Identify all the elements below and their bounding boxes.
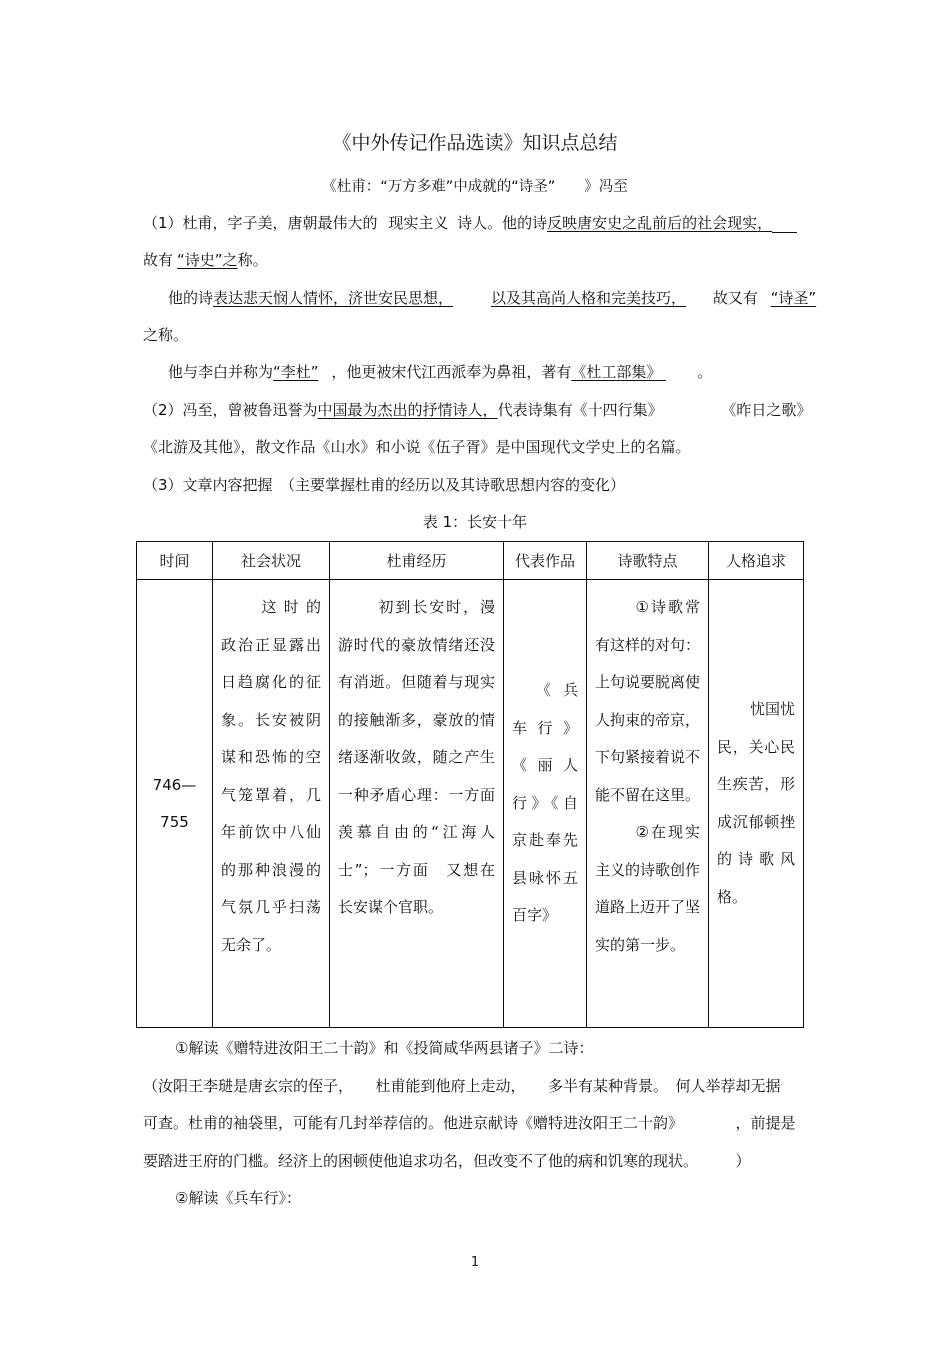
para-5: （3）文章内容把握 （主要掌握杜甫的经历以及其诗歌思想内容的变化） <box>143 476 626 494</box>
document-subtitle: 《杜甫：“万方多难”中成就的“诗圣” 》冯至 <box>322 179 628 195</box>
cell-social: 这时的政治正显露出日趋腐化的征象。长安被阴谋和恐怖的空气笼罩着，几年前饮中八仙的那种浪漫的气氛几乎扫荡无余了。 <box>213 580 330 1028</box>
para-1-shishi: “诗史”之 <box>177 251 238 269</box>
para-3-intro: 他与李白并称为 <box>168 363 274 381</box>
para-1-intro: （1）杜甫，字子美，唐朝最伟大的 <box>143 214 378 232</box>
para-4-underlined: 中国最为杰出的抒情诗人， <box>317 401 498 419</box>
header-social: 社会状况 <box>213 542 330 580</box>
para-1-prefix: 故有 <box>143 251 174 269</box>
para-7-line-2: 可查。杜甫的袖袋里，可能有几封举荐信的。他进京献诗《赠特进汝阳王二十韵》 ，前提是 <box>143 1114 796 1132</box>
cell-works: 《兵车行》《丽人行》《自京赴奉先县咏怀五百字》 <box>504 580 587 1028</box>
header-pursuit: 人格追求 <box>709 542 804 580</box>
para-4-intro: （2）冯至，曾被鲁迅誉为 <box>143 401 318 419</box>
para-1-underlined: 反映唐安史之乱前后的社会现实， <box>547 214 773 232</box>
para-2-underlined-1: 表达悲天悯人情怀，济世安民思想， <box>213 289 454 307</box>
para-1-text: 诗人。他的诗 <box>457 214 548 232</box>
cell-time: 746—755 <box>137 580 213 1028</box>
para-3 <box>168 362 712 382</box>
cell-pursuit: 忧国忧民，关心民生疾苦，形成沉郁顿挫的诗歌风格。 <box>709 580 804 1028</box>
header-works: 代表作品 <box>504 542 587 580</box>
feature-1: ①诗歌常有这样的对句：上句说要脱离使人拘束的帝京，下句紧接着说不能不留在这里。 <box>595 598 701 804</box>
para-6: ①解读《赠特进汝阳王二十韵》和《投简咸华两县诸子》二诗： <box>175 1039 594 1057</box>
table-header-row <box>137 542 804 580</box>
para-7-line-3: 要踏进王府的门槛。经济上的困顿使他追求功名，但改变不了他的病和饥寒的现状。 ） <box>143 1152 751 1170</box>
para-4-line-2: 《北游及其他》，散文作品《山水》和小说《伍子胥》是中国现代文学史上的名篇。 <box>143 438 691 456</box>
page-number: 1 <box>470 1255 480 1270</box>
para-1-suffix: 称。 <box>237 251 268 269</box>
header-time: 时间 <box>137 542 213 580</box>
para-7-line-1: （汝阳王李琎是唐玄宗的侄子， 杜甫能到他府上走动， 多半有某种背景。 何人举荐却无据 <box>143 1077 781 1095</box>
para-4-poems: 《昨日之歌》 <box>721 401 812 419</box>
para-1-underline-tail <box>772 232 797 233</box>
para-2-shisheng: “诗圣” <box>770 289 817 307</box>
para-8: ②解读《兵车行》： <box>175 1189 301 1207</box>
para-3-underline-gap <box>661 362 697 382</box>
para-2-text: 故又有 <box>712 289 758 307</box>
cell-features <box>587 580 709 1028</box>
para-2-line-1 <box>168 288 816 308</box>
document-title: 《中外传记作品选读》知识点总结 <box>332 132 618 154</box>
para-4-text: 代表诗集有《十四行集》 <box>497 401 663 419</box>
para-1-keyword-realism: 现实主义 <box>388 214 449 232</box>
table-caption: 表 1：长安十年 <box>422 513 528 531</box>
para-3-text: ，他更被宋代江西派奉为鼻祖，著有 <box>331 363 572 381</box>
para-3-collection: 《杜工部集》 <box>571 363 662 381</box>
para-3-end: 。 <box>697 363 713 381</box>
para-4-line-1 <box>143 400 811 420</box>
header-features: 诗歌特点 <box>587 542 709 580</box>
table-row <box>137 580 804 1028</box>
feature-2: ②在现实主义的诗歌创作道路上迈开了坚实的第一步。 <box>595 823 701 954</box>
para-1-line-1 <box>143 213 772 233</box>
para-2-line-2: 之称。 <box>143 326 189 344</box>
para-1-line-2 <box>143 250 268 270</box>
para-2-underlined-2: 以及其高尚人格和完美技巧， <box>491 289 687 307</box>
changan-table <box>136 541 804 1028</box>
para-2-intro: 他的诗 <box>168 289 214 307</box>
para-3-lidu: “李杜” <box>273 363 319 381</box>
cell-experience: 初到长安时，漫游时代的豪放情绪还没有消逝。但随着与现实的接触渐多，豪放的情绪逐渐收敛，随之产生一种矛盾心理：一方面羡慕自由的“江海人士”；一方面 又想在长安谋个官职。 <box>330 580 504 1028</box>
header-experience: 杜甫经历 <box>330 542 504 580</box>
